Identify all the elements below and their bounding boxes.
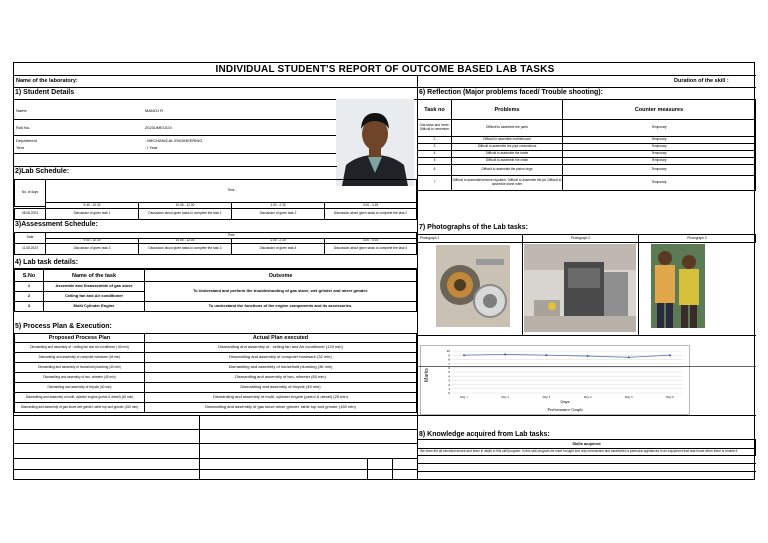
reflection-task-cell: 2 <box>417 136 452 144</box>
chart-x-tick-label: Day 3 <box>542 395 551 399</box>
reflection-problem-cell: Difficult to assemble the piston rings <box>451 164 563 176</box>
process-actual-cell: Dismantling and assembly of multi- cylinder engine (petrol & diesel) (25 min) <box>144 392 417 403</box>
report-title: INDIVIDUAL STUDENT'S REPORT OF OUTCOME BASED LAB TASKS <box>14 63 756 76</box>
chart-y-tick-label: 9 <box>448 353 450 358</box>
assess-cell-1: Discussion of given task 3 <box>45 243 139 255</box>
roll-no-label: Roll No. <box>16 125 31 130</box>
skills-acquired-text: We learn the all electrical device and learn in depth in this skill program. In this skill program we have brought tool only mechanism and assembled a particular appliances in an equipment that was found when there is trouble it. <box>417 448 756 456</box>
process-actual-cell: Dismantling and assembly of computer hardware (32 min) <box>144 352 417 363</box>
nodays-label: No. of days <box>14 179 46 207</box>
reflection-counter-cell: Temporary <box>562 164 756 176</box>
chart-y-tick-label: 4 <box>448 374 450 379</box>
student-name-label: Name <box>16 108 27 113</box>
chart-data-point <box>463 354 465 356</box>
process-proposed-cell: Dismantling and assembly of gas stove,wet grinder, table top and grinder (150 min) <box>14 402 145 413</box>
assess-date-label: Date <box>14 232 46 244</box>
photo-label-3: Photograph 3 <box>638 234 756 243</box>
department-label: Department <box>16 138 37 143</box>
lab-cell-3: Discussion of given task 2 <box>231 208 325 220</box>
reflection-problem-cell: Difficult to assemble/remove regulator. Difficult to assemble the jar. Difficult to assemble stone roller <box>451 175 563 191</box>
assess-slot-4: 3.00 - 4.15 <box>324 238 417 244</box>
task-col-no: S.No <box>14 269 44 282</box>
chart-y-tick-label: 2 <box>448 382 450 387</box>
chart-data-point <box>669 354 671 356</box>
roll-no-value: 2023UME1024 <box>145 125 172 130</box>
chart-x-tick-label: Day 6 <box>666 395 674 399</box>
reflection-problem-cell: Difficult to assemble the pipe connections <box>451 143 563 151</box>
reflection-counter-cell: Temporary <box>562 157 756 165</box>
reflection-task-cell: 7 <box>417 175 452 191</box>
photo-machine <box>524 244 636 332</box>
photo-label-1: Photograph 1 <box>417 234 523 243</box>
chart-y-tick-label: 7 <box>448 361 450 366</box>
task-row-outcome: To Understand and perform the troubleshooting of gas stove, wet grinder and mixer grinder. <box>144 281 417 302</box>
task-row-no: 3 <box>14 301 44 312</box>
task-section-title: 4) Lab task details: <box>15 259 79 266</box>
lab-slot-4: 3.00 - 4.15 <box>324 202 417 209</box>
process-proposed-cell: Dismantling and assembly of computer hardware (45 min) <box>14 352 145 363</box>
student-photo <box>336 99 414 186</box>
process-proposed-cell: Dismantling and assembly of multi- cylinder engine (petrol & diesel) (40 min) <box>14 392 145 403</box>
reflection-problem-cell: Difficult to assemble the brake <box>451 150 563 158</box>
assess-slot-3: 1.00 - 2.30 <box>231 238 325 244</box>
lab-slot-3: 1.00 - 2.30 <box>231 202 325 209</box>
lab-date: 08.08.2023 <box>14 208 46 220</box>
photos-section-title: 7) Photographs of the Lab tasks: <box>419 224 528 231</box>
process-actual-cell: Dismantling and assembly of two- wheeler (60 min) <box>144 372 417 383</box>
reflection-task-cell: 6 <box>417 164 452 176</box>
assess-time-header: Time <box>45 232 417 239</box>
chart-y-tick-label: 8 <box>448 357 450 362</box>
process-proposed-cell: Dismantling and assembly of two- wheeler (45 min) <box>14 372 145 383</box>
reflection-task-cell: 4 <box>417 150 452 158</box>
photo-label-2: Photograph 2 <box>522 234 639 243</box>
skills-acquired-header: Skills acquired <box>417 439 756 449</box>
report-sheet <box>13 62 755 480</box>
process-proposed-cell: Dismantling and assembly of : ceiling fan and Air conditioner ( 60 min) <box>14 342 145 353</box>
duration-label: Duration of the skill : <box>674 78 729 84</box>
lab-slot-2: 10.45 - 12.00 <box>138 202 232 209</box>
reflection-col-problems: Problems <box>451 99 563 120</box>
task-row-name: Ceiling fan and Air conditioner <box>43 291 145 302</box>
lab-slot-1: 9.40 - 10.30 <box>45 202 139 209</box>
process-actual-cell: Dismantling and assembly of household plumbing (36 min) <box>144 362 417 373</box>
reflection-col-task: Task no <box>417 99 452 120</box>
reflection-problem-cell: Difficult to assemble the parts <box>451 119 563 137</box>
lab-name-label: Name of the laboratory: <box>16 78 78 84</box>
chart-x-tick-label: Day 1 <box>460 395 468 399</box>
chart-y-tick-label: 3 <box>448 378 450 383</box>
assess-cell-4: Discussion about given tasks to complete the task 4 <box>324 243 417 255</box>
chart-frame <box>421 346 690 415</box>
task-row-no: 1 <box>14 281 44 292</box>
photo-gas-stove <box>436 245 510 327</box>
student-name-value: MANOJ R <box>145 108 163 113</box>
year-label: Year <box>16 145 25 150</box>
chart-data-point <box>587 355 589 357</box>
process-col-actual: Actual Plan executed <box>144 333 417 343</box>
chart-y-axis-label: Marks <box>424 368 430 382</box>
task-col-outcome: Outsome <box>144 269 417 282</box>
chart-caption: Performance Graph <box>547 407 583 412</box>
chart-x-axis-label: Days <box>560 399 570 404</box>
year-value: : I Year <box>145 145 158 150</box>
process-proposed-cell: Dismantling and assembly of household plumbing (40 min) <box>14 362 145 373</box>
knowledge-section-title: 8) Knowledge acquired from Lab tasks: <box>419 431 550 438</box>
photo-students <box>651 244 705 328</box>
chart-y-tick-label: 1 <box>448 387 450 391</box>
process-actual-cell: Dismantling and assembly of bicycle (45 min) <box>144 382 417 393</box>
department-value: : MECHANICAL ENGINEERING <box>145 138 203 143</box>
chart-y-tick-label: 0 <box>448 391 450 396</box>
chart-x-tick-label: Day 2 <box>501 395 510 399</box>
assess-cell-2: Discussion about given tasks to complete the task 3 <box>138 243 232 255</box>
reflection-counter-cell: Temporary <box>562 150 756 158</box>
assess-date: 11.08.2023 <box>14 243 46 255</box>
reflection-task-cell: 3 <box>417 143 452 151</box>
task-row-no: 2 <box>14 291 44 302</box>
process-section-title: 5) Process Plan & Execution: <box>15 323 112 330</box>
reflection-counter-cell: Temporary <box>562 143 756 151</box>
chart-data-point <box>628 356 630 358</box>
performance-chart <box>420 345 690 415</box>
chart-x-tick-label: Day 4 <box>583 395 592 399</box>
chart-y-tick-label: 5 <box>448 370 450 375</box>
reflection-counter-cell: Temporary <box>562 136 756 144</box>
reflection-counter-cell: Temporary <box>562 175 756 191</box>
lab-schedule-section-title: 2)Lab Schedule: <box>15 168 70 175</box>
student-section-title: 1) Student Details <box>15 89 75 96</box>
process-actual-cell: Dismantling and assembly of : ceiling fan and Air conditioner (120 min) <box>144 342 417 353</box>
chart-data-point <box>504 353 506 355</box>
lab-time-header: Time <box>45 179 417 203</box>
reflection-problem-cell: Difficult to assemble the chain <box>451 157 563 165</box>
reflection-section-title: 6) Reflection (Major problems faced/ Trouble shooting): <box>419 89 603 96</box>
reflection-counter-cell: Temporary <box>562 119 756 137</box>
process-proposed-cell: Dismantling and assembly of bicycle (40 min) <box>14 382 145 393</box>
chart-y-tick-label: 6 <box>448 366 450 370</box>
task-col-name: Name of the task <box>43 269 145 282</box>
reflection-col-counter: Counter measures <box>562 99 756 120</box>
chart-data-point <box>545 354 547 356</box>
process-actual-cell: Dismantling and assembly of gas stove,mixer grinder, table top and grinder (150 min) <box>144 402 417 413</box>
lab-cell-1: Discussion of given task 1 <box>45 208 139 220</box>
task-row-name: Multi Cylinder Engine <box>43 301 145 312</box>
chart-y-tick-label: 10 <box>446 349 450 354</box>
assess-cell-3: Discussion of given task 4 <box>231 243 325 255</box>
task-row-name: Assemble and Disassemble of gas stove <box>43 281 145 292</box>
reflection-problem-cell: Difficult to assemble motherboard <box>451 136 563 144</box>
assessment-section-title: 3)Assessment Schedule: <box>15 221 98 228</box>
assess-slot-2: 10.45 - 12.00 <box>138 238 232 244</box>
lab-cell-4: Discussion about given tasks to complete the task 2 <box>324 208 417 220</box>
process-col-proposed: Proposed Process Plan <box>14 333 145 343</box>
lab-cell-2: Discussion about given tasks to complete the task 1 <box>138 208 232 220</box>
reflection-task-cell: 5 <box>417 157 452 165</box>
chart-x-tick-label: Day 5 <box>624 395 633 399</box>
reflection-task-cell: Gas stove and mixer. Difficult to remember <box>417 119 452 137</box>
assess-slot-1: 9.40 - 10.30 <box>45 238 139 244</box>
task-row-outcome: To understand the functions of the engine components and its accessories. <box>144 301 417 312</box>
